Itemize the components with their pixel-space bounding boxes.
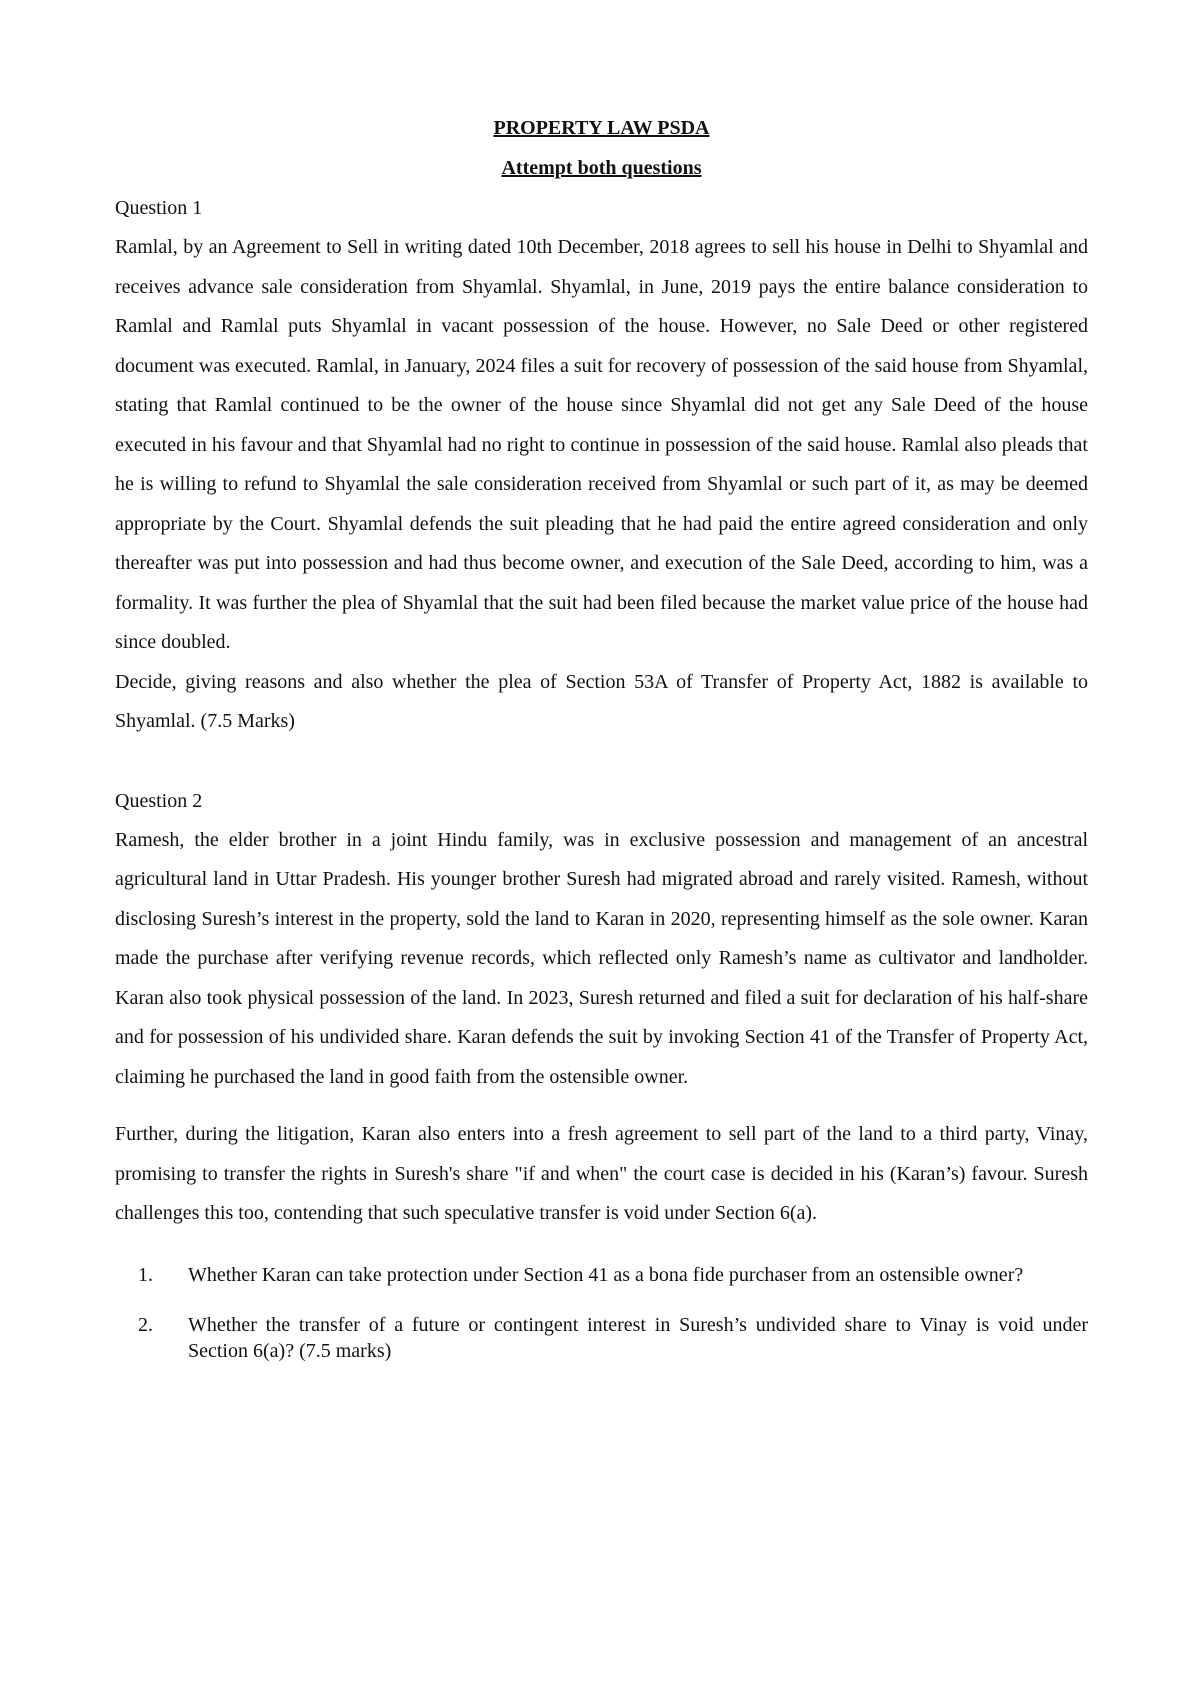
- document-subtitle: Attempt both questions: [501, 157, 702, 179]
- question-2-list: [115, 1262, 1088, 1364]
- list-item-number: 2.: [138, 1313, 153, 1336]
- question-2-paragraph-2: Further, during the litigation, Karan also enters into a fresh agreement to sell part of the land to a third party, Vinay, promising to transfer the rights in Suresh's share "if and when" the court case is decided in his (Karan’s) favour. Suresh challenges this too, contending that such speculative transfer is void under Section 6(a).: [115, 1123, 1088, 1224]
- list-item: [115, 1312, 1088, 1364]
- question-1-decide: Decide, giving reasons and also whether the plea of Section 53A of Transfer of Property Act, 1882 is available to Shyamlal. (7.5 Marks): [115, 670, 1088, 732]
- list-item-number: 1.: [138, 1263, 153, 1286]
- list-item-text: Whether Karan can take protection under Section 41 as a bona fide purchaser from an ostensible owner?: [188, 1263, 1024, 1286]
- list-item: [115, 1262, 1088, 1288]
- question-2-paragraph-1: Ramesh, the elder brother in a joint Hindu family, was in exclusive possession and management of an ancestral agricultural land in Uttar Pradesh. His younger brother Suresh had migrated abroad and rarely visited. Ramesh, without disclosing Suresh’s interest in the property, sold the land to Karan in 2020, representing himself as the sole owner. Karan made the purchase after verifying revenue records, which reflected only Ramesh’s name as cultivator and landholder. Karan also took physical possession of the land. In 2023, Suresh returned and filed a suit for declaration of his half-share and for possession of his undivided share. Karan defends the suit by invoking Section 41 of the Transfer of Property Act, claiming he purchased the land in good faith from the ostensible owner.: [115, 828, 1088, 1088]
- document-content: [115, 108, 1088, 1388]
- question-2-heading: Question 2: [115, 789, 203, 812]
- question-1-heading: Question 1: [115, 197, 203, 219]
- list-item-text: Whether the transfer of a future or contingent interest in Suresh’s undivided share to Vinay is void under Section 6(a)? (7.5 marks): [188, 1313, 1088, 1362]
- document-title: PROPERTY LAW PSDA: [493, 117, 710, 139]
- question-1-body: Ramlal, by an Agreement to Sell in writing dated 10th December, 2018 agrees to sell his house in Delhi to Shyamlal and receives advance sale consideration from Shyamlal. Shyamlal, in June, 2019 pays the entire balance consideration to Ramlal and Ramlal puts Shyamlal in vacant possession of the house. However, no Sale Deed or other registered document was executed. Ramlal, in January, 2024 files a suit for recovery of possession of the said house from Shyamlal, stating that Ramlal continued to be the owner of the house since Shyamlal did not get any Sale Deed of the house executed in his favour and that Shyamlal had no right to continue in possession of the said house. Ramlal also pleads that he is willing to refund to Shyamlal the sale consideration received from Shyamlal or such part of it, as may be deemed appropriate by the Court. Shyamlal defends the suit pleading that he had paid the entire agreed consideration and only thereafter was put into possession and had thus become owner, and execution of the Sale Deed, according to him, was a formality. It was further the plea of Shyamlal that the suit had been filed because the market value price of the house had since doubled.: [115, 236, 1088, 653]
